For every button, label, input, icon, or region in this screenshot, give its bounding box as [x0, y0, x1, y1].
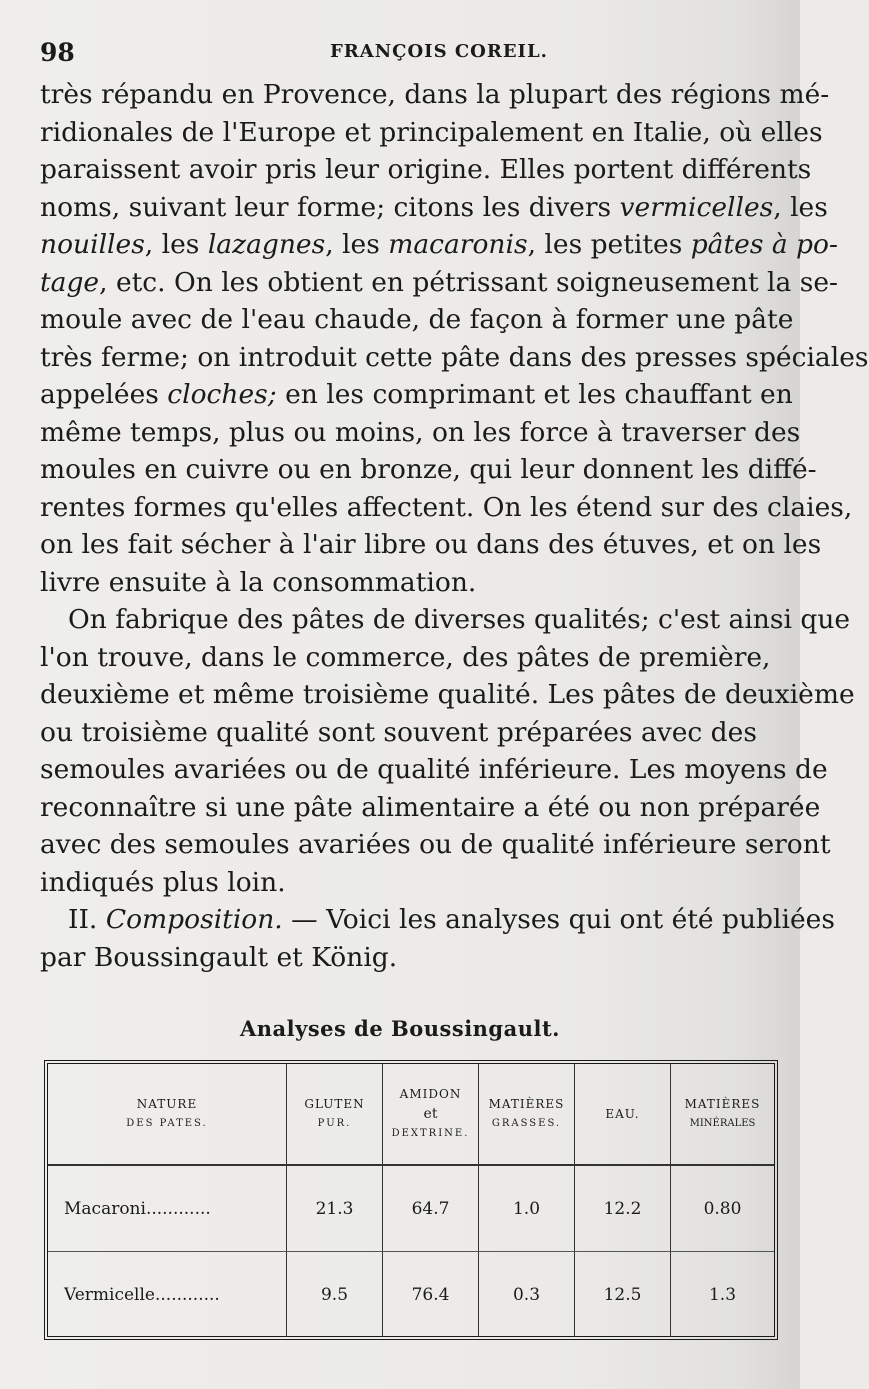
text-line: tage, etc. On les obtient en pétrissant soigneusement la se- [40, 266, 838, 298]
header-matieres-minerales [671, 1064, 775, 1165]
text-line: nouilles, les lazagnes, les macaronis, les petites pâtes à po- [40, 229, 838, 260]
header-sublabel: MINÉRALES [689, 1118, 756, 1129]
cell-gluten: 9.5 [287, 1252, 383, 1338]
cell-matieres-grasses: 0.3 [479, 1252, 575, 1338]
text-line: ou troisième qualité sont souvent préparées avec des [40, 716, 757, 748]
header-label: et [423, 1106, 438, 1122]
text-line: l'on trouve, dans le commerce, des pâtes de première, [40, 641, 771, 673]
text-line: rentes formes qu'elles affectent. On les étend sur des claies, [40, 491, 853, 523]
text-line: même temps, plus ou moins, on les force à traverser des [40, 416, 801, 448]
text-line: très répandu en Provence, dans la plupart des régions mé- [40, 79, 830, 110]
text-line: paraissent avoir pris leur origine. Elles portent différents [40, 154, 812, 185]
table-row [48, 1252, 774, 1338]
header-sublabel: DES PATES. [126, 1118, 208, 1129]
header-label: NATURE [136, 1097, 198, 1111]
cell-matieres-minerales: 0.80 [671, 1165, 775, 1252]
header-matieres-grasses [479, 1064, 575, 1165]
text-line: moules en cuivre ou en bronze, qui leur donnent les diffé- [40, 454, 817, 485]
text-line: ridionales de l'Europe et principalement en Italie, où elles [40, 116, 823, 148]
row-name: Macaroni............ [48, 1165, 287, 1252]
text-line: reconnaître si une pâte alimentaire a été ou non préparée [40, 791, 821, 823]
header-nature [48, 1064, 287, 1165]
text-line: on les fait sécher à l'air libre ou dans des étuves, et on les [40, 529, 822, 560]
header-eau [575, 1064, 671, 1165]
text-line: On fabrique des pâtes de diverses qualités; c'est ainsi que [68, 604, 851, 635]
paragraph-1 [40, 76, 869, 601]
table-row [48, 1165, 774, 1252]
cell-amidon: 76.4 [383, 1252, 479, 1338]
cell-matieres-minerales: 1.3 [671, 1252, 775, 1338]
text-line: par Boussingault et König. [40, 941, 398, 973]
text-line: livre ensuite à la consommation. [40, 566, 477, 598]
row-name: Vermicelle............ [64, 1284, 220, 1305]
text-line: semoules avariées ou de qualité inférieure. Les moyens de [40, 754, 828, 785]
section-number: II. [68, 904, 98, 935]
text-line: avec des semoules avariées ou de qualité inférieure seront [40, 829, 831, 860]
text-line: indiqués plus loin. [40, 866, 286, 898]
cell-amidon: 64.7 [383, 1165, 479, 1252]
cell-matieres-grasses: 1.0 [479, 1165, 575, 1252]
analysis-table [44, 1060, 778, 1340]
text-line: noms, suivant leur forme; citons les divers vermicelles, les [40, 191, 828, 223]
text-line: deuxième et même troisième qualité. Les pâtes de deuxième [40, 679, 855, 710]
cell-eau: 12.5 [575, 1252, 671, 1338]
paragraph-2 [40, 601, 855, 901]
page-number: 98 [40, 38, 75, 67]
page-header [40, 38, 760, 78]
header-sublabel: PUR. [317, 1118, 352, 1129]
section-line-rest: — Voici les analyses qui ont été publiées [291, 904, 835, 935]
paragraph-3 [40, 901, 835, 976]
table-title: Analyses de Boussingault. [240, 1016, 560, 1041]
body-text [40, 76, 869, 976]
text-line: appelées cloches; en les comprimant et les chauffant en [40, 379, 793, 410]
text-line: très ferme; on introduit cette pâte dans des presses spéciales [40, 341, 869, 373]
header-label: MATIÈRES [488, 1097, 565, 1111]
header-label: GLUTEN [304, 1097, 365, 1111]
text-line [40, 901, 835, 939]
cell-eau: 12.2 [575, 1165, 671, 1252]
section-heading: Composition. [105, 904, 283, 935]
text-line: moule avec de l'eau chaude, de façon à former une pâte [40, 304, 794, 335]
cell-gluten: 21.3 [287, 1165, 383, 1252]
header-sublabel: GRASSES. [491, 1118, 562, 1129]
running-head: FRANÇOIS COREIL. [330, 41, 548, 62]
header-gluten [287, 1064, 383, 1165]
header-label: AMIDON [399, 1087, 462, 1101]
table-header-row [48, 1064, 774, 1165]
header-label: EAU. [605, 1107, 640, 1121]
header-sublabel: DEXTRINE. [391, 1128, 470, 1139]
header-label: MATIÈRES [684, 1097, 761, 1111]
header-amidon [383, 1064, 479, 1165]
